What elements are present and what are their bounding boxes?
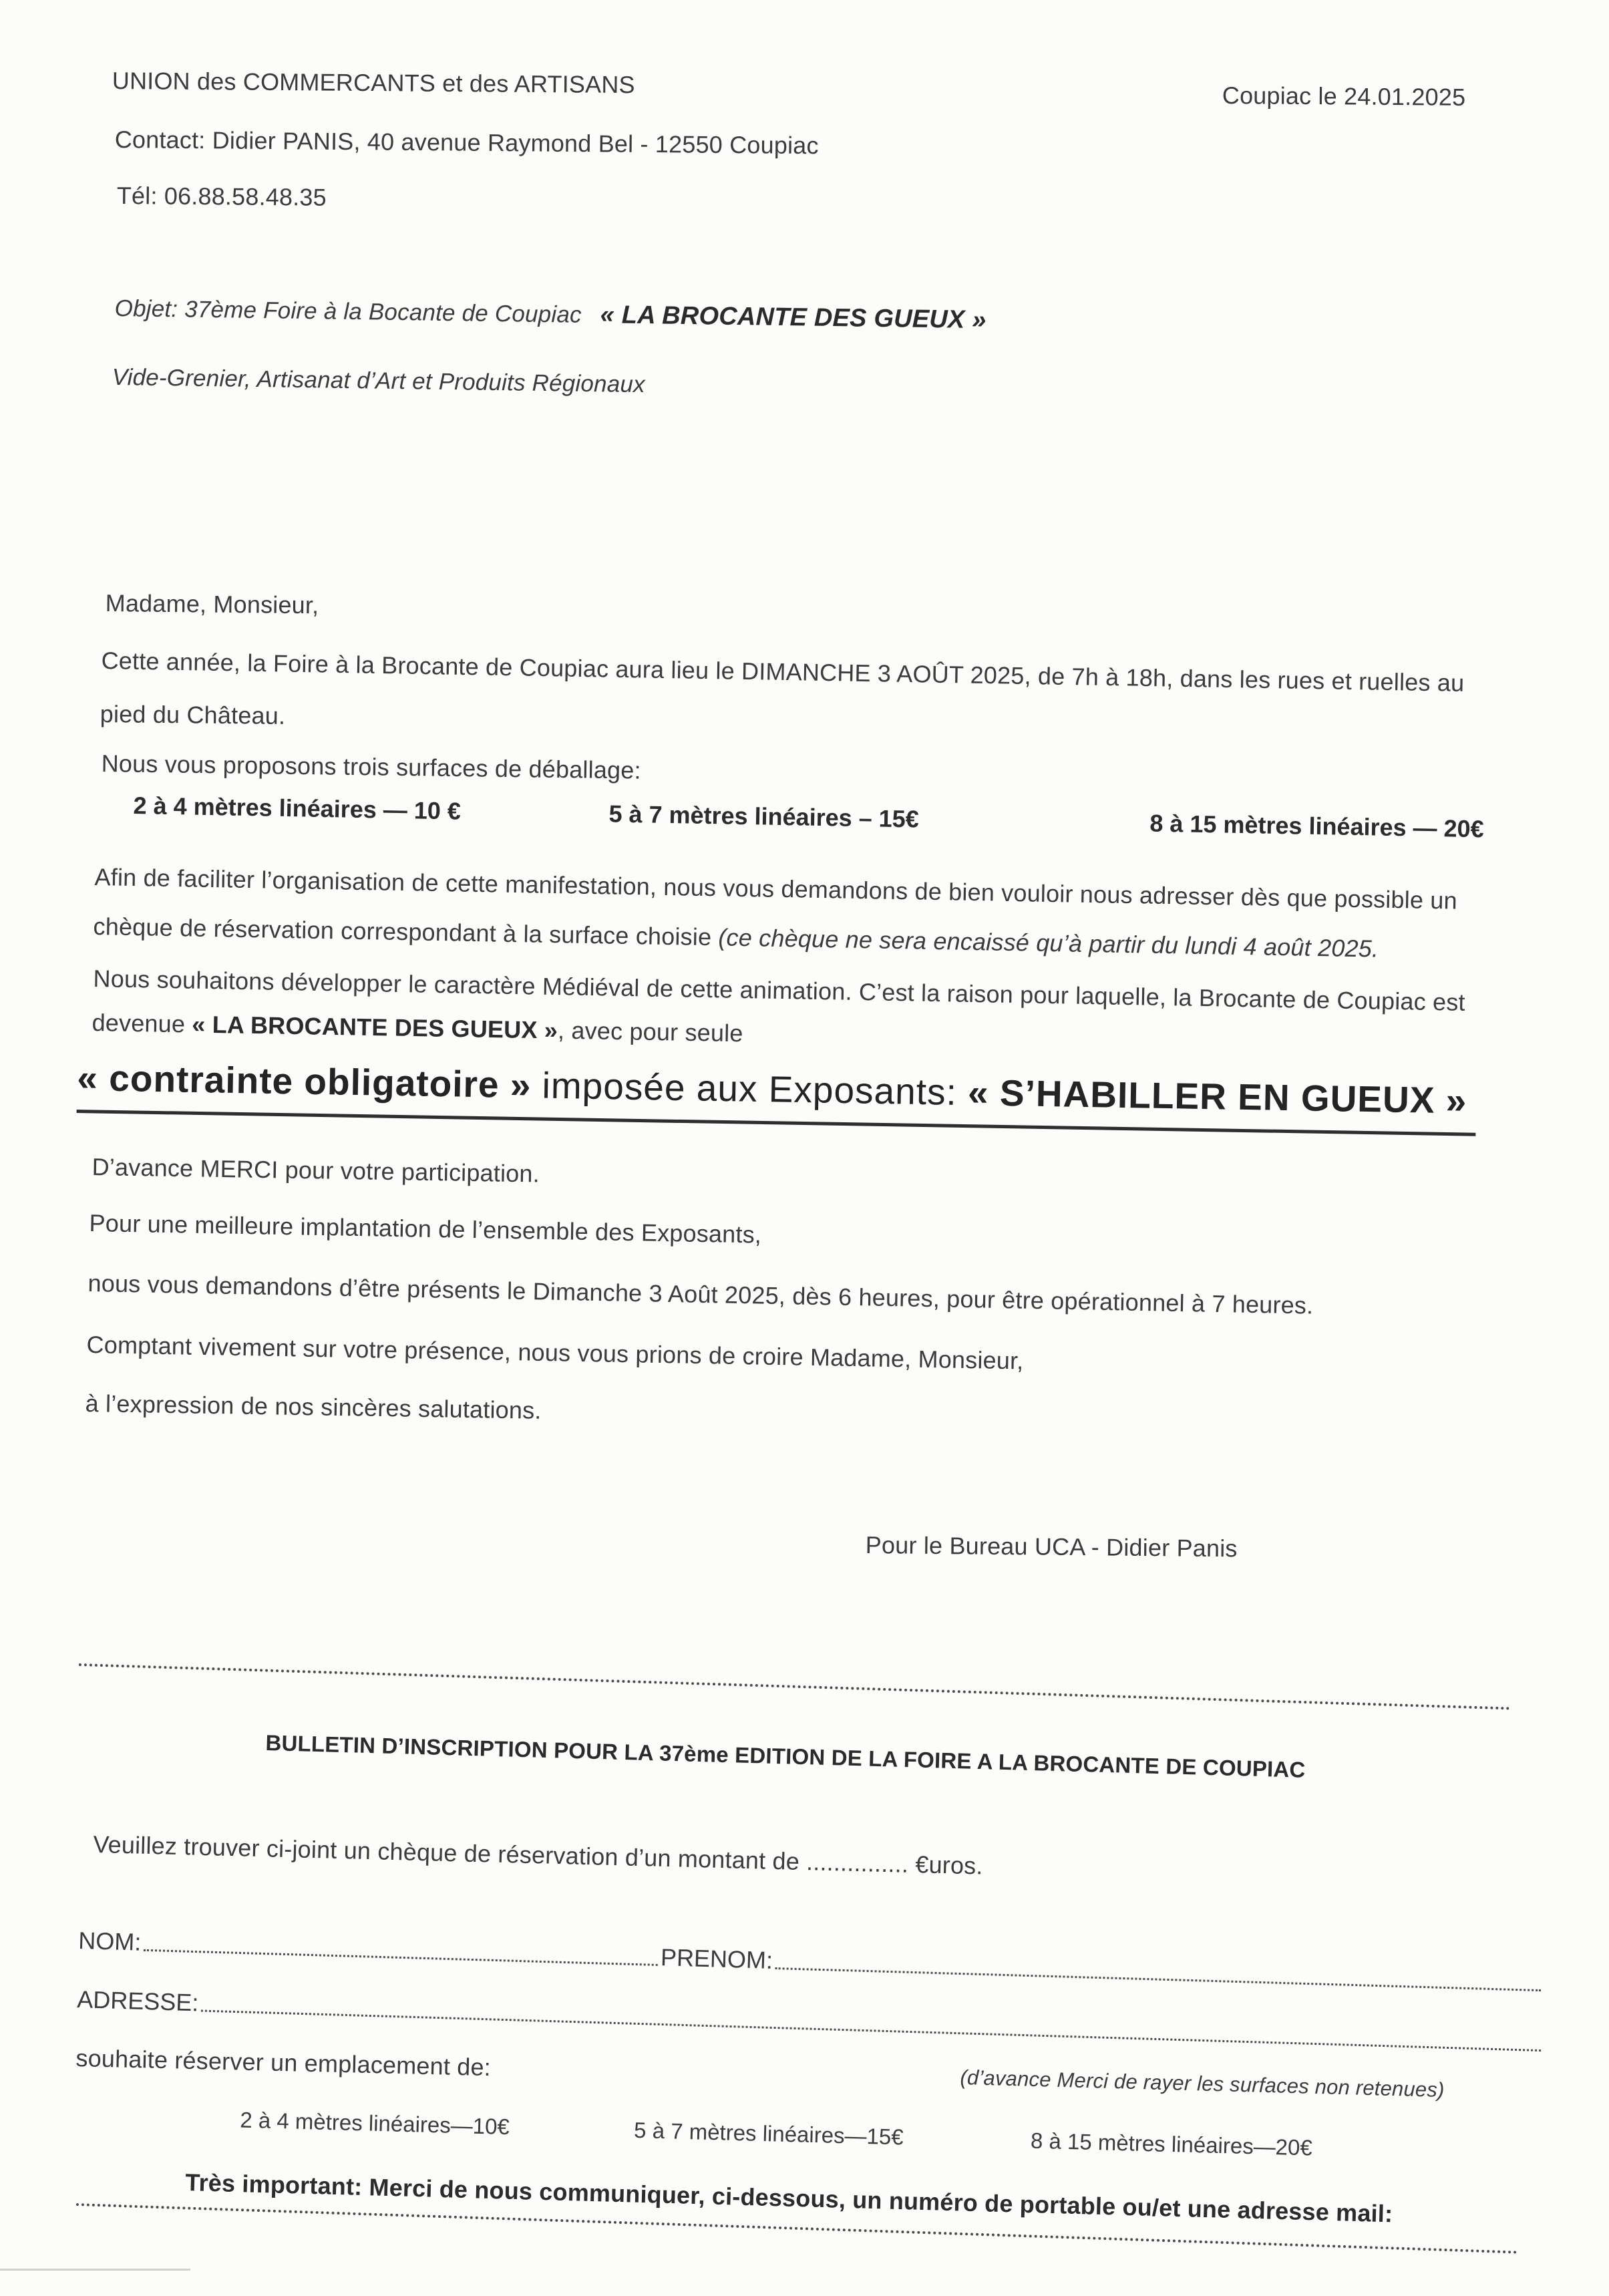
price-item: 2 à 4 mètres linéaires — 10 € xyxy=(133,792,462,825)
headline xyxy=(77,1057,1477,1136)
cheque-line xyxy=(93,1830,983,1880)
note-italic: (d’avance Merci de rayer les surfaces non retenues) xyxy=(960,2066,1445,2102)
dotted-leader xyxy=(201,2003,1541,2052)
salutation: Madame, Monsieur, xyxy=(105,589,319,619)
objet-title: « LA BROCANTE DES GUEUX » xyxy=(600,301,987,335)
souhaite-line: souhaite réserver un emplacement de: xyxy=(75,2044,492,2082)
paragraph-line: Comptant vivement sur votre présence, nous vous prions de croire Madame, Monsieur, xyxy=(86,1331,1024,1375)
paragraph-text: , avec pour seule xyxy=(557,1016,743,1047)
cheque-text: €uros. xyxy=(908,1850,984,1880)
prenom-label: PRENOM: xyxy=(660,1943,773,1974)
paragraph-line: D’avance MERCI pour votre participation. xyxy=(92,1153,540,1188)
objet-prefix: Objet: 37ème Foire à la Bocante de Coupiac xyxy=(114,295,582,328)
paragraph-line: Pour une meilleure implantation de l’ensemble des Exposants, xyxy=(89,1209,762,1249)
separator-dotted-line xyxy=(79,1663,1511,1710)
price-item: 5 à 7 mètres linéaires—15€ xyxy=(633,2117,904,2150)
scan-artifact-line xyxy=(0,2269,190,2271)
paragraph-line: à l’expression de nos sincères salutations. xyxy=(85,1389,542,1424)
phone-line: Tél: 06.88.58.48.35 xyxy=(116,182,327,211)
price-item: 2 à 4 mètres linéaires—10€ xyxy=(239,2107,510,2140)
paragraph-italic: (ce chèque ne sera encaissé qu’à partir du lundi 4 août 2025. xyxy=(718,923,1379,963)
paragraph-line xyxy=(93,913,1379,963)
date-line: Coupiac le 24.01.2025 xyxy=(1222,81,1466,111)
price-item: 5 à 7 mètres linéaires – 15€ xyxy=(608,800,920,833)
paragraph-line xyxy=(92,1009,743,1047)
paragraph-line: Nous souhaitons développer le caractère Médiéval de cette animation. C’est la raison pour laquelle, la Brocante de Coupiac est xyxy=(93,965,1466,1016)
subtitle-line: Vide-Grenier, Artisanat d’Art et Produits Régionaux xyxy=(112,364,646,398)
price-item: 8 à 15 mètres linéaires—20€ xyxy=(1030,2128,1313,2160)
paragraph-text: chèque de réservation correspondant à la surface choisie xyxy=(93,913,719,951)
brocante-bold: « LA BROCANTE DES GUEUX » xyxy=(192,1010,558,1044)
headline-bold-contrainte: « contrainte obligatoire » xyxy=(76,1057,532,1106)
paragraph-line: Cette année, la Foire à la Brocante de Coupiac aura lieu le DIMANCHE 3 AOÛT 2025, de 7h à 18h, dans les rues et ruelles au xyxy=(101,647,1465,697)
paragraph-line: nous vous demandons d’être présents le Dimanche 3 Août 2025, dès 6 heures, pour être opérationnel à 7 heures. xyxy=(87,1269,1314,1319)
nom-prenom-row xyxy=(78,1927,1544,1997)
paragraph-text: devenue xyxy=(92,1009,192,1038)
adresse-label: ADRESSE: xyxy=(76,1985,199,2017)
form-title: BULLETIN D’INSCRIPTION POUR LA 37ème EDITION DE LA FOIRE A LA BROCANTE DE COUPIAC xyxy=(265,1730,1306,1782)
signature-line: Pour le Bureau UCA - Didier Panis xyxy=(865,1531,1238,1563)
cheque-dots: ............... xyxy=(806,1848,909,1878)
nom-label: NOM: xyxy=(77,1927,142,1956)
price-row-letter xyxy=(133,792,1536,850)
cheque-text: Veuillez trouver ci-joint un chèque de réservation d’un montant de xyxy=(92,1830,807,1876)
paragraph-line: Nous vous proposons trois surfaces de déballage: xyxy=(101,750,642,784)
price-item: 8 à 15 mètres linéaires — 20€ xyxy=(1149,809,1485,843)
dotted-leader xyxy=(144,1943,658,1966)
price-row-form xyxy=(74,2103,1477,2173)
headline-bold-gueux: « S’HABILLER EN GUEUX » xyxy=(967,1072,1467,1122)
important-line: Très important: Merci de nous communiquer, ci-dessous, un numéro de portable ou/et une adresse mail: xyxy=(184,2168,1393,2228)
paragraph-line: Afin de faciliter l’organisation de cette manifestation, nous vous demandons de bien vouloir nous adresser dès que possible un xyxy=(94,863,1458,915)
org-name-line: UNION des COMMERCANTS et des ARTISANS xyxy=(112,67,635,99)
adresse-row xyxy=(77,1985,1544,2057)
objet-line xyxy=(114,294,986,335)
paragraph-line: pied du Château. xyxy=(100,700,286,729)
headline-mid: imposée aux Exposants: xyxy=(530,1064,968,1114)
contact-line: Contact: Didier PANIS, 40 avenue Raymond Bel - 12550 Coupiac xyxy=(114,126,819,160)
dotted-leader xyxy=(775,1961,1542,1991)
